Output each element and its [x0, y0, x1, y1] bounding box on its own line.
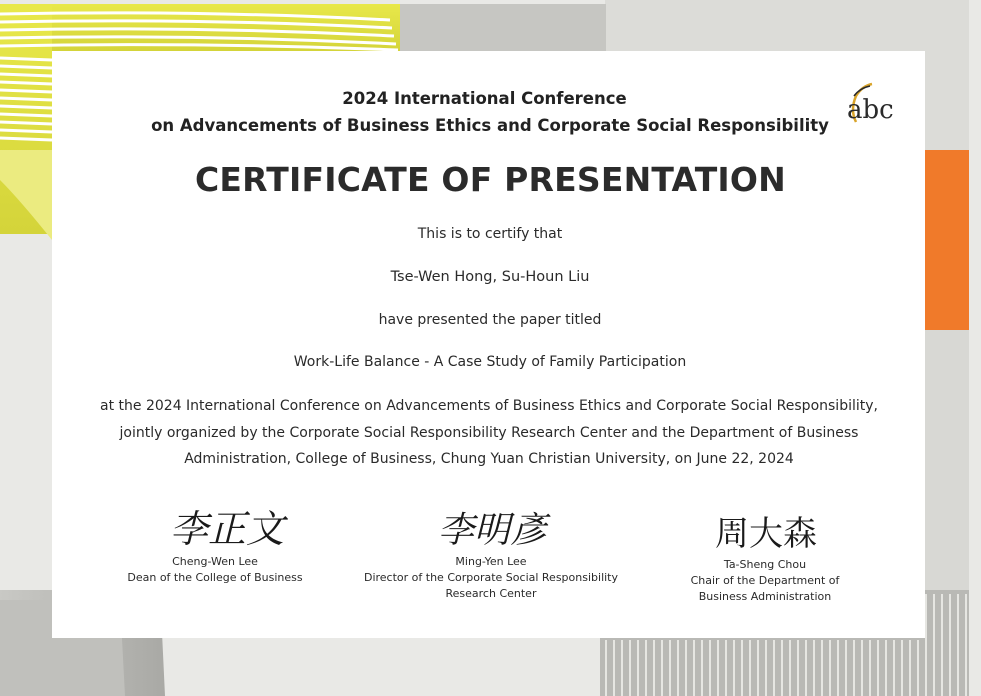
certificate-title: CERTIFICATE OF PRESENTATION — [195, 160, 786, 199]
svg-text:李正文: 李正文 — [170, 507, 285, 551]
svg-text:abc: abc — [847, 95, 894, 125]
signatory-title-line: Chair of the Department of — [690, 574, 840, 587]
signatory-title-line: Research Center — [445, 587, 537, 600]
signature-cheng-wen-lee — [160, 500, 285, 552]
signature-ming-yen-lee — [426, 500, 556, 552]
signatory-3 — [665, 503, 865, 605]
signature-ta-sheng-chou — [705, 503, 825, 555]
svg-text:周大森: 周大森 — [715, 514, 817, 554]
conference-title-line1: 2024 International Conference — [342, 89, 627, 108]
paper-title: Work-Life Balance - A Case Study of Family Participation — [293, 354, 687, 370]
presented-text: have presented the paper titled — [378, 312, 602, 328]
signatory-name: Ming-Yen Lee — [455, 555, 527, 568]
signatory-title-line: Dean of the College of Business — [127, 571, 303, 584]
signatory-title-line: Director of the Corporate Social Responsibility — [363, 571, 619, 584]
signatory-1 — [115, 500, 315, 586]
signatory-name: Cheng-Wen Lee — [172, 555, 258, 568]
body-text-line-3: Administration, College of Business, Chung Yuan Christian University, on June 22, 2024 — [184, 451, 794, 467]
body-text-line-2: jointly organized by the Corporate Social Responsibility Research Center and the Department of Business — [119, 425, 859, 441]
svg-text:李明彥: 李明彥 — [438, 510, 547, 551]
body-text-line-1: at the 2024 International Conference on Advancements of Business Ethics and Corporate Social Responsibility, — [100, 398, 878, 414]
signatory-title-line: Business Administration — [698, 590, 832, 603]
certify-text: This is to certify that — [417, 226, 563, 242]
conference-title-line2: on Advancements of Business Ethics and Corporate Social Responsibility — [151, 116, 829, 135]
presenter-names: Tse-Wen Hong, Su-Houn Liu — [390, 269, 590, 285]
signatory-name: Ta-Sheng Chou — [723, 558, 807, 571]
signatory-2 — [361, 500, 621, 602]
